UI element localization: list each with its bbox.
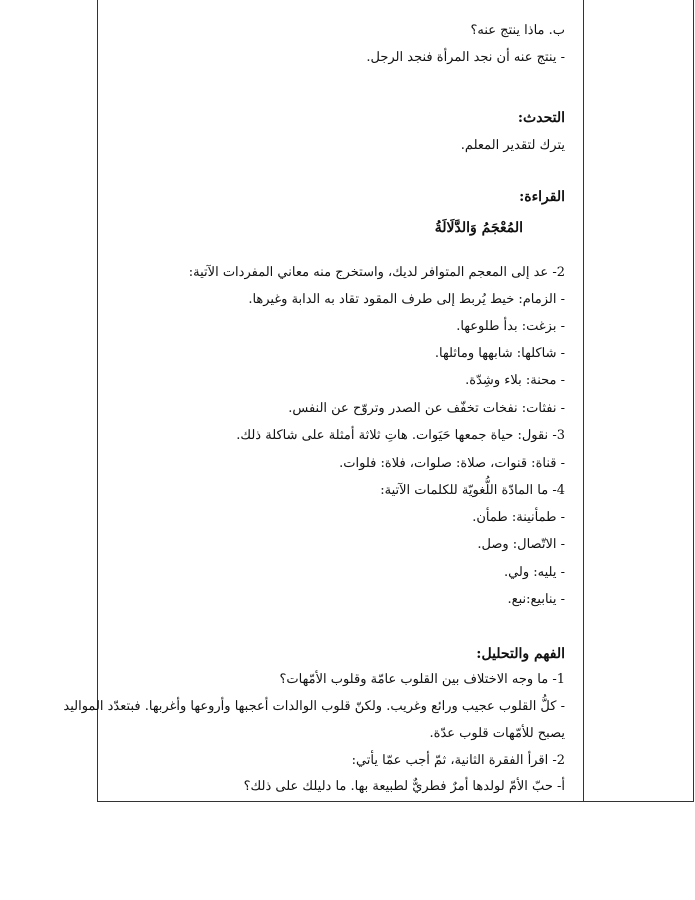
- question-2: 2- عد إلى المعجم المتوافر لديك، واستخرج منه معاني المفردات الآتية:: [188, 265, 565, 280]
- answer-1-line-1: - كلُّ القلوب عجيب ورائع وغريب. ولكنّ قلوب الوالدات أعجبها وأروعها وأغربها. فبتعدّد المواليد: [63, 699, 565, 714]
- subheading-lexicon: المُعْجَمُ وَالدَّلَالَةُ: [434, 220, 523, 236]
- question-4: 4- ما المادّة اللُّغويّة للكلمات الآتية:: [380, 483, 565, 498]
- answer-1-line-2: يصبح للأمّهات قلوب عدّة.: [429, 726, 565, 741]
- list-item: - يليه: ولي.: [503, 565, 565, 580]
- list-item: - الزمام: خيط يُربط إلى طرف المقود تقاد به الدابة وغيرها.: [248, 292, 565, 307]
- list-item: - شاكلها: شابهها وماثلها.: [434, 346, 565, 361]
- speaking-note: يترك لتقدير المعلم.: [460, 138, 565, 153]
- list-item: - بزغت: بدأ طلوعها.: [456, 319, 565, 334]
- question-b: ب. ماذا ينتج عنه؟: [470, 23, 565, 38]
- question-3: 3- نقول: حياة جمعها حَيَوات. هاتِ ثلاثة أمثلة على شاكلة ذلك.: [236, 428, 565, 443]
- list-item: - طمأنينة: طمأن.: [472, 510, 565, 525]
- list-item: - نفثات: نفخات تخفّف عن الصدر وتروّح عن النفس.: [288, 401, 565, 416]
- content-cell: [63, 0, 583, 802]
- heading-reading: القراءة:: [519, 189, 565, 205]
- list-item: - الاتّصال: وصل.: [477, 537, 565, 552]
- list-item: - محنة: بلاء وشِدّة.: [465, 373, 565, 388]
- question-1: 1- ما وجه الاختلاف بين القلوب عامّة وقلوب الأمّهات؟: [279, 672, 565, 687]
- list-item: - قناة: قنوات، صلاة: صلوات، فلاة: فلوات.: [339, 456, 565, 471]
- question-a: أ- حبّ الأمّ لولدها أمرٌ فطريٌّ لطبيعة بها. ما دليلك على ذلك؟: [243, 779, 565, 794]
- answer-b: - ينتج عنه أن نجد المرأة فنجد الرجل.: [366, 50, 565, 65]
- list-item: - ينابيع:نبع.: [507, 592, 565, 607]
- column-divider: [583, 0, 584, 802]
- question-2-comprehension: 2- اقرأ الفقرة الثانية، ثمّ أجب عمّا يأتي:: [351, 753, 565, 768]
- heading-comprehension: الفهم والتحليل:: [476, 646, 565, 662]
- heading-speaking: التحدث:: [517, 110, 565, 126]
